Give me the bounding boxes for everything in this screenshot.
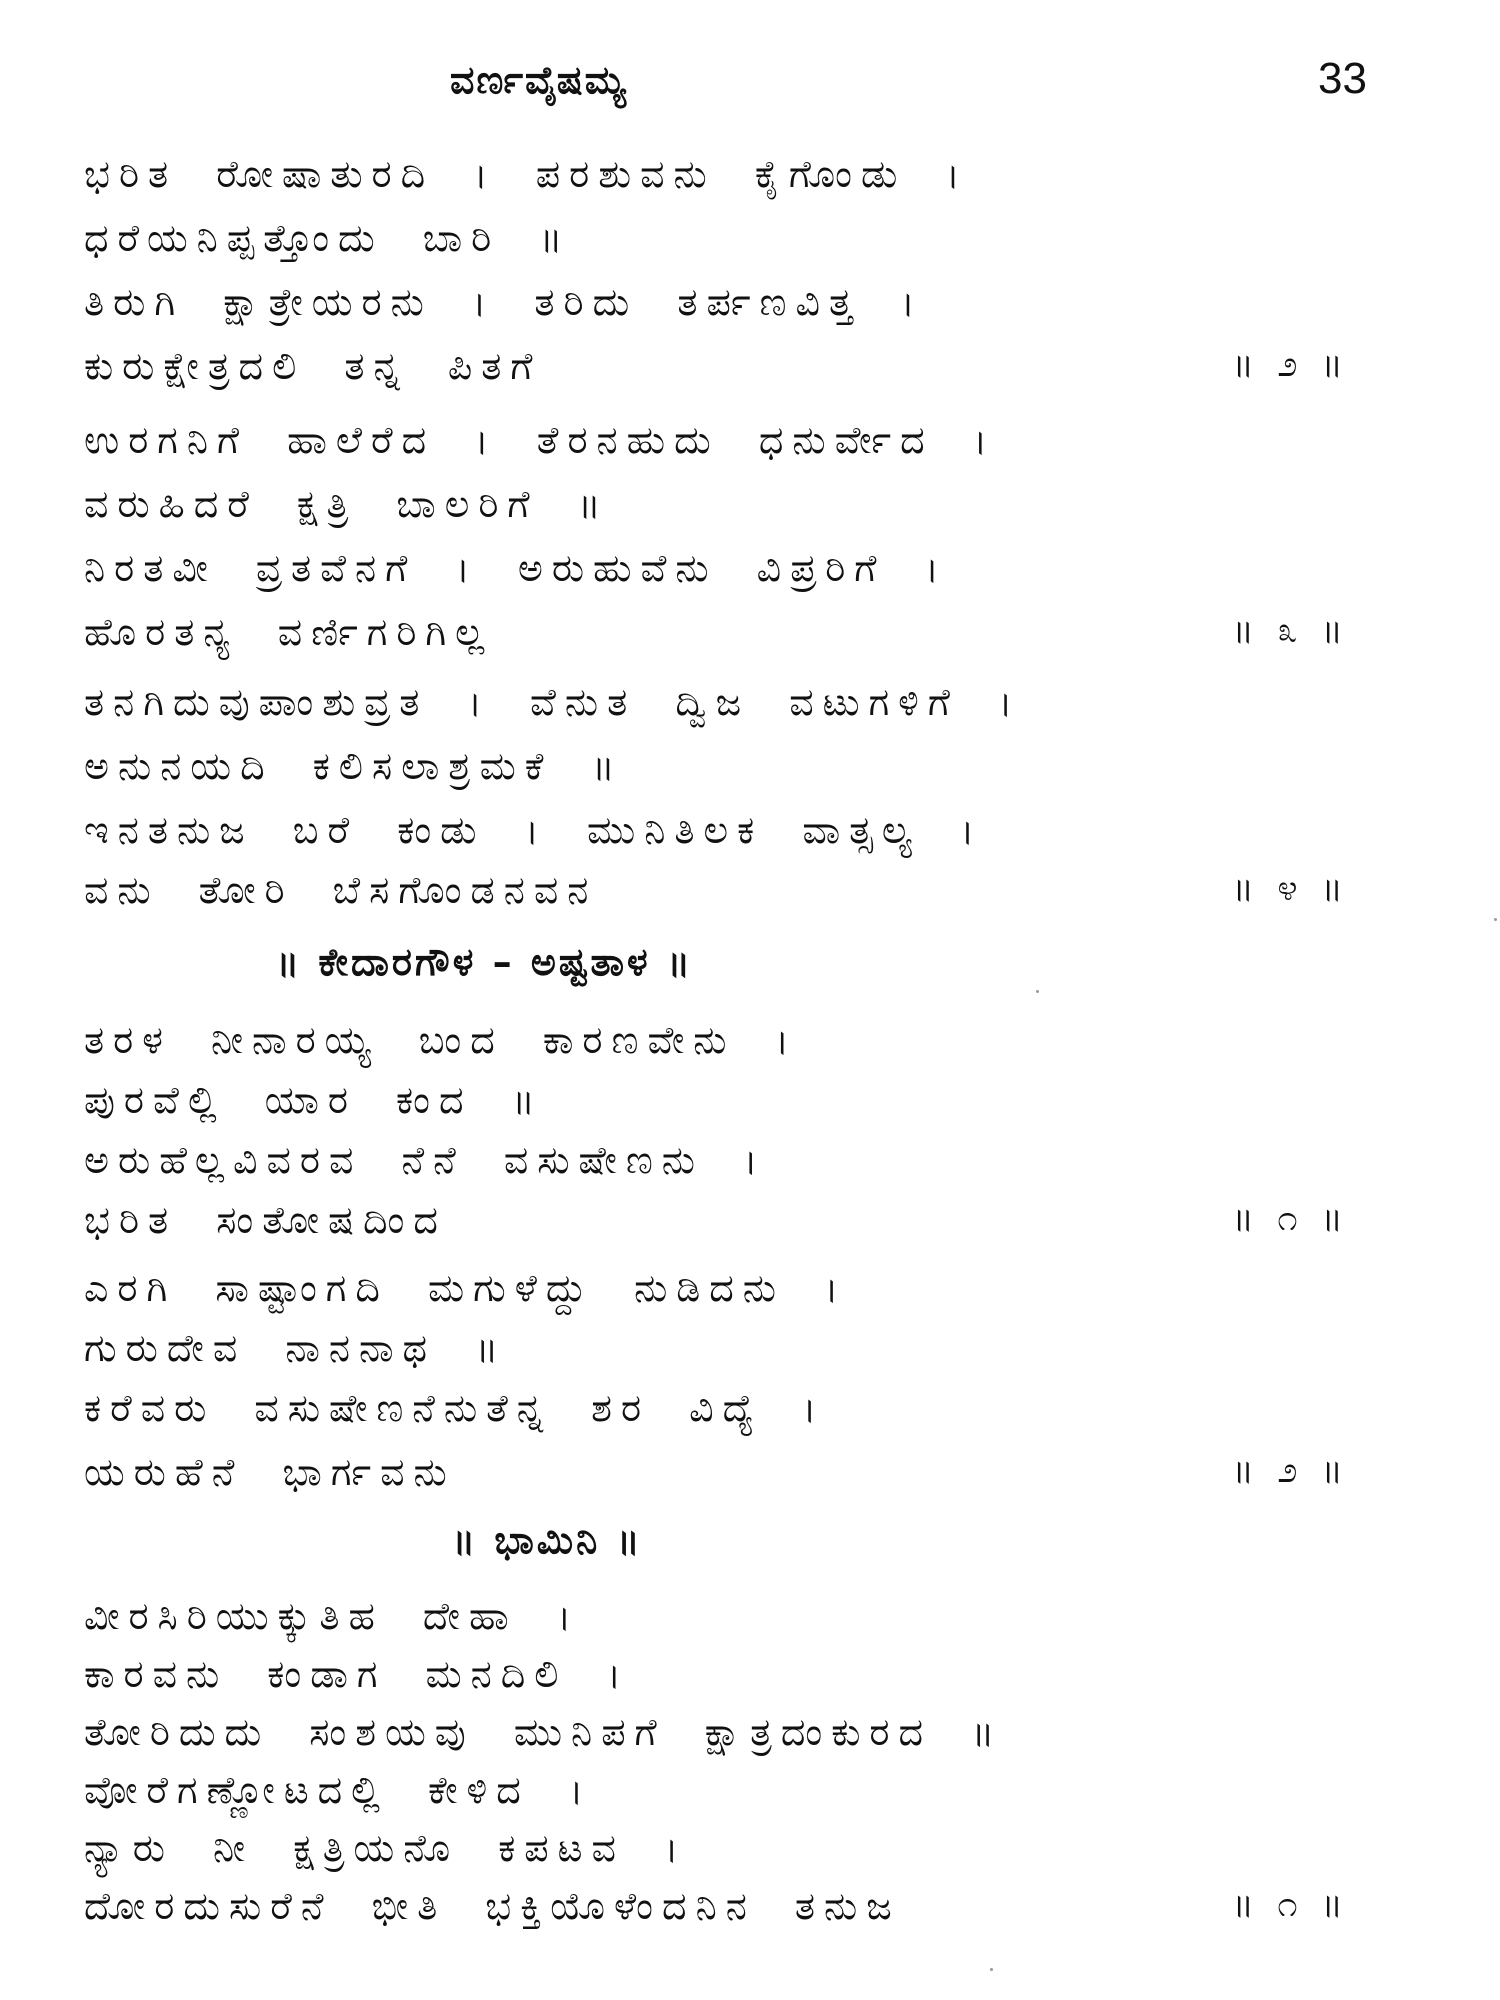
verse-line: ಪುರವೆಲ್ಲಿ ಯಾರ ಕಂದ ॥ bbox=[84, 1078, 544, 1122]
verse-number: ॥ ೨ ॥ bbox=[1232, 344, 1349, 385]
section-heading: ॥ ಕೇದಾರಗೌಳ – ಅಷ್ಟತಾಳ ॥ bbox=[276, 940, 694, 984]
verse-line: ದೋರದುಸುರೆನೆ ಭೀತಿ ಭಕ್ತಿಯೊಳೆಂದನಿನ ತನುಜ ॥ ೧ ॥ bbox=[84, 1884, 1349, 1928]
scan-speck bbox=[990, 1968, 993, 1971]
page-header bbox=[0, 54, 1500, 118]
verse-line: ತನಗಿದುವುಪಾಂಶುವ್ರತ । ವೆನುತ ದ್ವಿಜ ವಟುಗಳಿಗೆ । bbox=[84, 680, 1022, 724]
verse-line: ಎರಗಿ ಸಾಷ್ಟಾಂಗದಿ ಮಗುಳೆದ್ದು ನುಡಿದನು । bbox=[84, 1266, 848, 1310]
verse-line: ಕರೆವರು ವಸುಷೇಣನೆನುತೆನ್ನ ಶರ ವಿದ್ಯೆ । bbox=[84, 1386, 826, 1430]
verse-line: ಭರಿತ ಸಂತೋಷದಿಂದ ॥ ೧ ॥ bbox=[84, 1198, 1349, 1242]
verse-line: ತೋರಿದುದು ಸಂಶಯವು ಮುನಿಪಗೆ ಕ್ಷಾತ್ರದಂಕುರದ ॥ bbox=[84, 1710, 1004, 1754]
verse-line: ವೀರಸಿರಿಯುಕ್ಕುತಿಹ ದೇಹಾ । bbox=[84, 1594, 581, 1638]
scan-speck bbox=[1036, 990, 1039, 993]
verse-line: ವೋರೆಗಣ್ಣೋಟದಲ್ಲಿ ಕೇಳಿದ । bbox=[84, 1768, 593, 1812]
verse-line: ವರುಹಿದರೆ ಕ್ಷತ್ರಿ ಬಾಲರಿಗೆ ॥ bbox=[84, 482, 610, 526]
verse-line: ಭರಿತ ರೋಷಾತುರದಿ । ಪರಶುವನು ಕೈಗೊಂಡು । bbox=[84, 152, 969, 196]
verse-number: ॥ ೩ ॥ bbox=[1232, 610, 1349, 651]
verse-line: ಕುರುಕ್ಷೇತ್ರದಲಿ ತನ್ನ ಪಿತಗೆ ॥ ೨ ॥ bbox=[84, 344, 1349, 388]
verse-line: ತರಳ ನೀನಾರಯ್ಯ ಬಂದ ಕಾರಣವೇನು । bbox=[84, 1018, 799, 1062]
verse-line: ನ್ಯಾರು ನೀ ಕ್ಷತ್ರಿಯನೊ ಕಪಟವ । bbox=[84, 1826, 688, 1870]
verse-line: ಅನುನಯದಿ ಕಲಿಸಲಾಶ್ರಮಕೆ ॥ bbox=[84, 744, 624, 788]
verse-line: ಧರೆಯನಿಪ್ಪತ್ತೊಂದು ಬಾರಿ ॥ bbox=[84, 216, 572, 260]
verse-line: ಗುರುದೇವ ನಾನನಾಥ ॥ bbox=[84, 1326, 508, 1370]
verse-line: ಯರುಹೆನೆ ಭಾರ್ಗವನು ॥ ೨ ॥ bbox=[84, 1450, 1349, 1494]
verse-line: ಇನತನುಜ ಬರೆ ಕಂಡು । ಮುನಿತಿಲಕ ವಾತ್ಸಲ್ಯ । bbox=[84, 808, 984, 852]
verse-number: ॥ ೪ ॥ bbox=[1232, 868, 1349, 909]
verse-line: ನಿರತವೀ ವ್ರತವೆನಗೆ । ಅರುಹುವೆನು ವಿಪ್ರರಿಗೆ । bbox=[84, 546, 948, 590]
verse-number: ॥ ೧ ॥ bbox=[1232, 1198, 1349, 1239]
verse-number: ॥ ೨ ॥ bbox=[1232, 1450, 1349, 1491]
verse-line: ವನು ತೋರಿ ಬೆಸಗೊಂಡನವನ ॥ ೪ ॥ bbox=[84, 868, 1349, 912]
verse-line: ತಿರುಗಿ ಕ್ಷಾತ್ರೇಯರನು । ತರಿದು ತರ್ಪಣವಿತ್ತ । bbox=[84, 280, 924, 324]
page-number: 33 bbox=[1318, 54, 1367, 103]
verse-line: ಅರುಹೆಲ್ಲವಿವರವ ನೆನೆ ವಸುಷೇಣನು । bbox=[84, 1138, 767, 1182]
verse-line: ಉರಗನಿಗೆ ಹಾಲೆರೆದ । ತೆರನಹುದು ಧನುರ್ವೇದ । bbox=[84, 418, 997, 462]
running-title: ವರ್ಣವೈಷಮ್ಯ bbox=[450, 58, 629, 102]
scan-speck bbox=[1494, 918, 1497, 921]
verse-line: ಕಾರವನು ಕಂಡಾಗ ಮನದಿಲಿ । bbox=[84, 1652, 631, 1696]
verse-number: ॥ ೧ ॥ bbox=[1232, 1884, 1349, 1925]
section-heading: ॥ ಭಾಮಿನಿ ॥ bbox=[452, 1518, 643, 1562]
verse-line: ಹೊರತನ್ಯ ವರ್ಣಿಗರಿಗಿಲ್ಲ ॥ ೩ ॥ bbox=[84, 610, 1349, 654]
